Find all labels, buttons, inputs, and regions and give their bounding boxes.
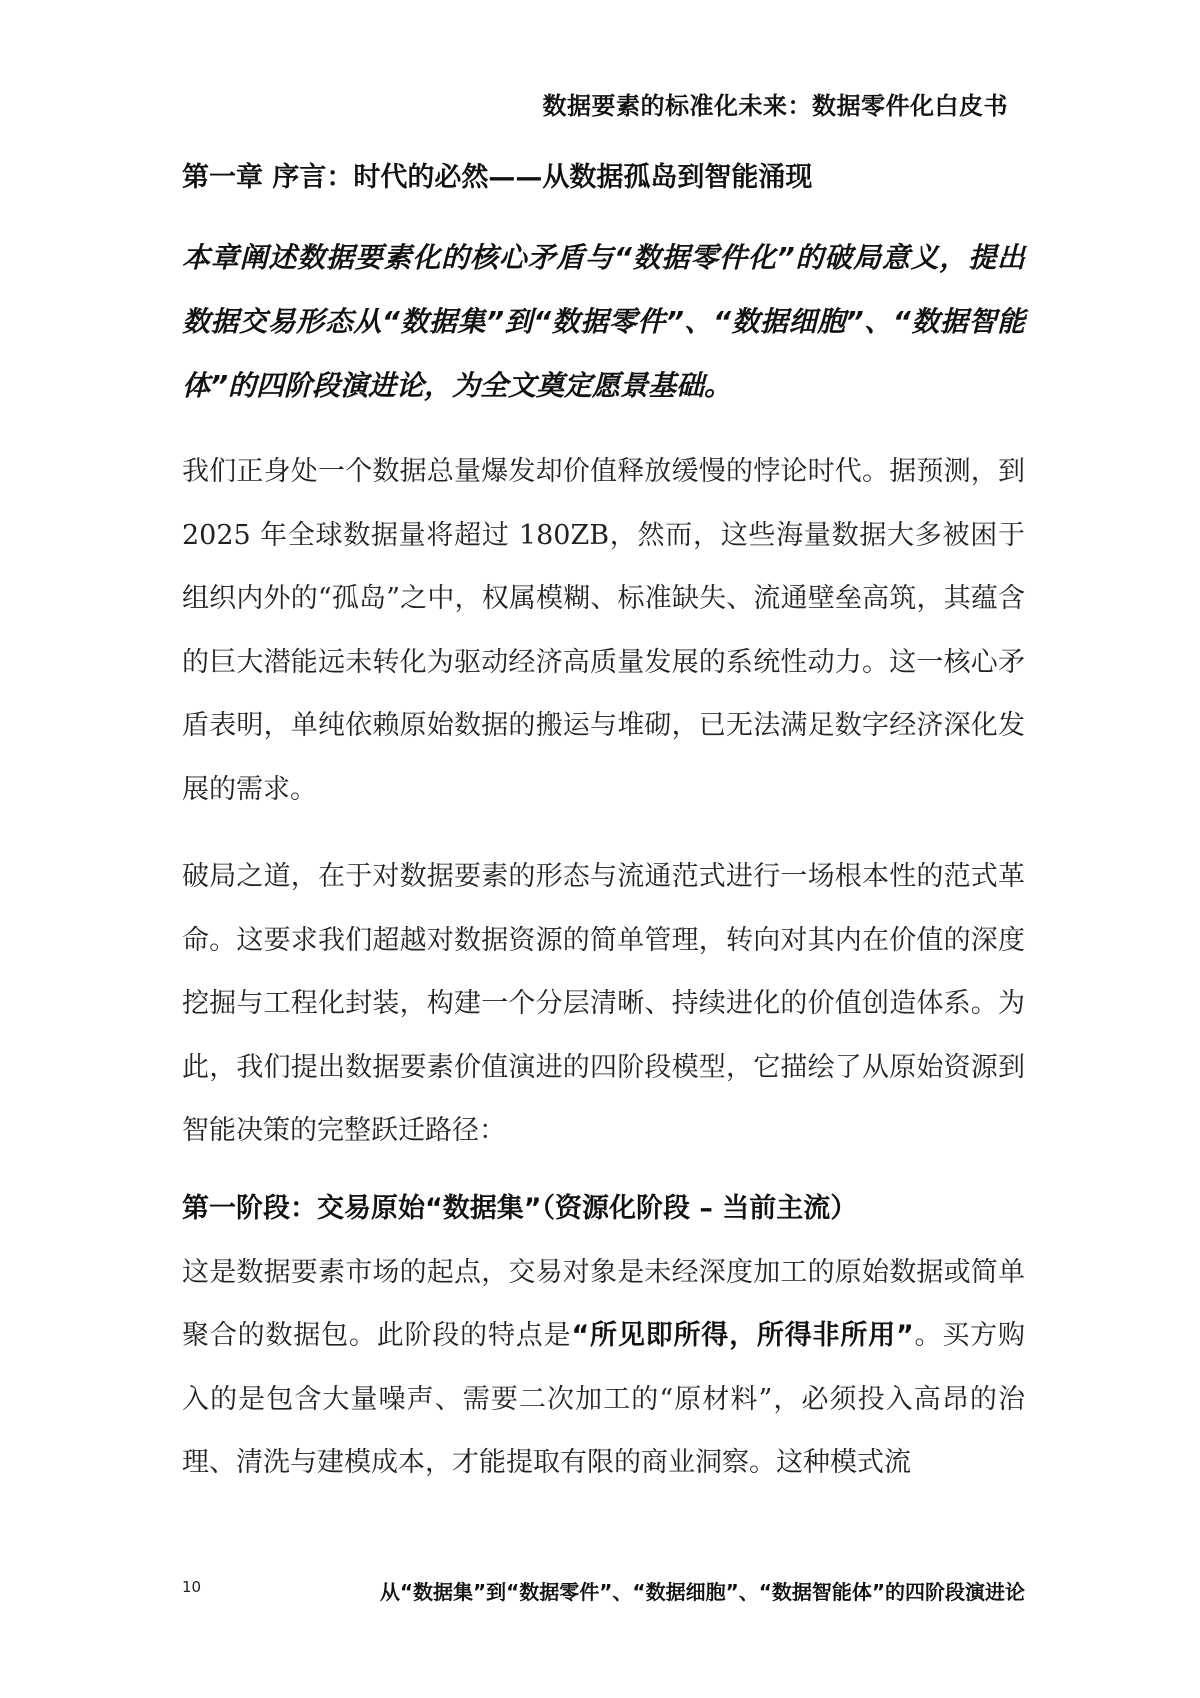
running-header: 数据要素的标准化未来：数据零件化白皮书 xyxy=(542,92,1008,120)
body-paragraph-2: 破局之道，在于对数据要素的形态与流通范式进行一场根本性的范式革命。这要求我们超越对数据资源的简单管理，转向对其内在价值的深度挖掘与工程化封装，构建一个分层清晰、持续进化的价值创造体系。为此，我们提出数据要素价值演进的四阶段模型，它描绘了从原始资源到智能决策的完整跃迁路径： xyxy=(182,861,1025,1146)
page-footer xyxy=(182,1576,1025,1606)
stage-1-emphasis: “所见即所得，所得非所用” xyxy=(571,1320,914,1351)
body-paragraph-1: 我们正身处一个数据总量爆发却价值释放缓慢的悖论时代。据预测，到 2025 年全球数据量将超过 180ZB，然而，这些海量数据大多被困于组织内外的“孤岛”之中，权属模糊、标准缺失、流通壁垒高筑，其蕴含的巨大潜能远未转化为驱动经济高质量发展的系统性动力。这一核心矛盾表明，单纯依赖原始数据的搬运与堆砌，已无法满足数字经济深化发展的需求。 xyxy=(182,456,1025,805)
stage-1-heading: 第一阶段：交易原始“数据集”（资源化阶段 – 当前主流） xyxy=(182,1192,858,1224)
footer-title: 从“数据集”到“数据零件”、“数据细胞”、“数据智能体”的四阶段演进论 xyxy=(379,1580,1025,1604)
chapter-title: 第一章 序言：时代的必然——从数据孤岛到智能涌现 xyxy=(182,162,813,193)
page-content xyxy=(182,158,1025,1519)
stage-1-text-after: 。买方购入的是包含大量噪声、需要二次加工的“原材料”，必须投入高昂的治理、清洗与建模成本，才能提取有限的商业洞察。这种模式流 xyxy=(182,1320,1026,1478)
chapter-abstract: 本章阐述数据要素化的核心矛盾与“数据零件化”的破局意义，提出数据交易形态从“数据集”到“数据零件”、“数据细胞”、“数据智能体”的四阶段演进论，为全文奠定愿景基础。 xyxy=(182,241,1025,402)
stage-1-text-before: 这是数据要素市场的起点，交易对象是未经深度加工的原始数据或简单聚合的数据包。此阶段的特点是 xyxy=(182,1256,1025,1351)
page-number: 10 xyxy=(182,1578,202,1596)
stage-1-paragraph xyxy=(182,1241,1025,1495)
